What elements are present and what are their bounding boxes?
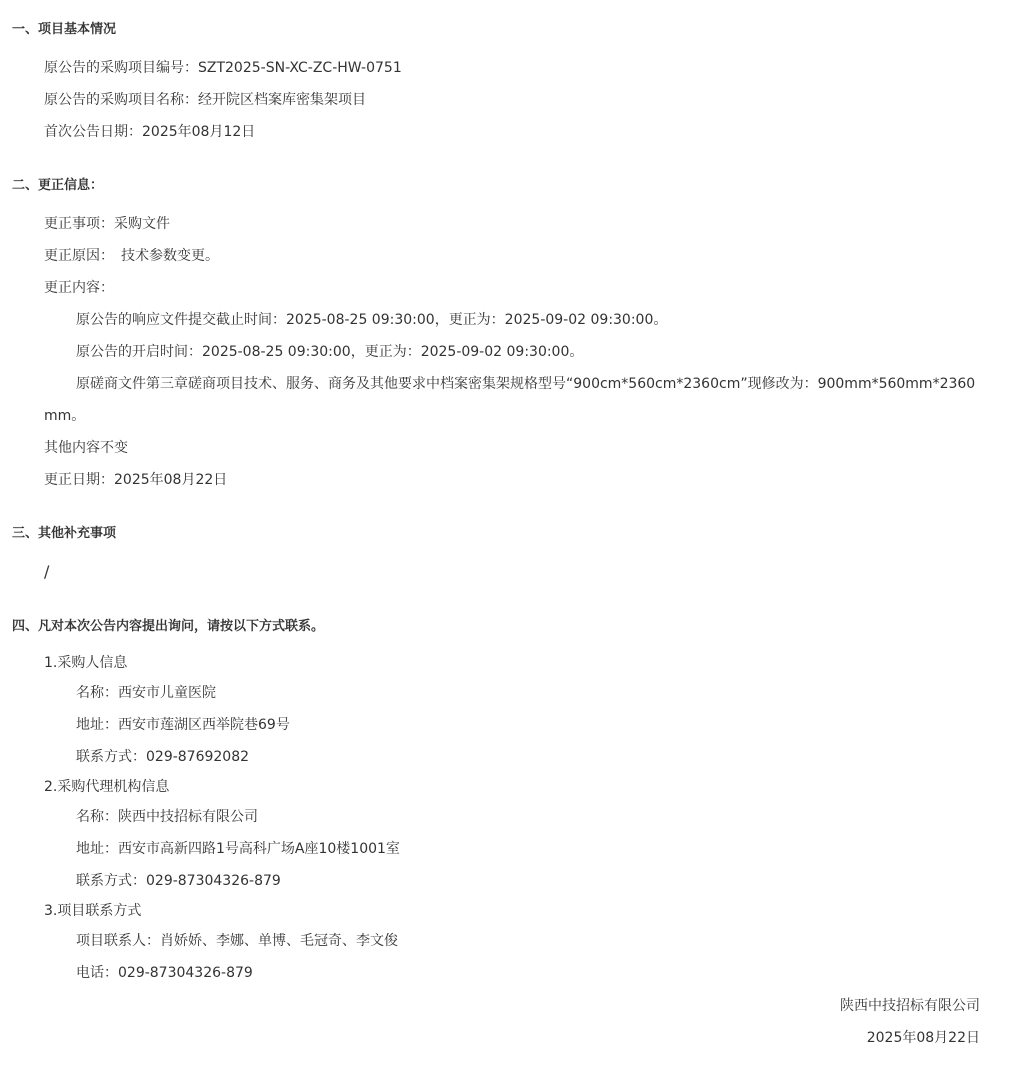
- original-project-number: 原公告的采购项目编号：SZT2025-SN-XC-ZC-HW-0751: [44, 60, 402, 76]
- agency-name: 名称：陕西中技招标有限公司: [76, 809, 258, 825]
- supplementary-content: /: [44, 562, 50, 581]
- section-1-title: 一、项目基本情况: [12, 22, 117, 37]
- project-contact-heading: 3.项目联系方式: [44, 903, 142, 919]
- section-4-title: 四、凡对本次公告内容提出询问，请按以下方式联系。: [12, 619, 325, 634]
- purchaser-contact: 联系方式：029-87692082: [76, 749, 250, 765]
- purchaser-heading: 1.采购人信息: [44, 655, 128, 671]
- project-contact-phone: 电话：029-87304326-879: [76, 965, 253, 981]
- original-project-name: 原公告的采购项目名称：经开院区档案库密集架项目: [44, 92, 366, 108]
- correction-content-deadline: 原公告的响应文件提交截止时间：2025-08-25 09:30:00，更正为：2025-09-02 09:30:00。: [76, 312, 668, 328]
- correction-item: 更正事项：采购文件: [44, 216, 170, 232]
- other-content-unchanged: 其他内容不变: [44, 440, 128, 456]
- signature-company: 陕西中技招标有限公司: [840, 998, 980, 1014]
- project-contact-persons: 项目联系人：肖娇娇、李娜、单博、毛冠奇、李文俊: [76, 933, 398, 949]
- correction-content-label: 更正内容：: [44, 280, 114, 296]
- first-announcement-date: 首次公告日期：2025年08月12日: [44, 124, 256, 140]
- correction-content-spec: 原磋商文件第三章磋商项目技术、服务、商务及其他要求中档案密集架规格型号“900cm*560cm*2360cm”现修改为：900mm*560mm*2360mm。: [44, 376, 976, 424]
- section-3-title: 三、其他补充事项: [12, 526, 117, 541]
- agency-address: 地址：西安市高新四路1号高科广场A座10楼1001室: [76, 841, 400, 857]
- agency-heading: 2.采购代理机构信息: [44, 779, 170, 795]
- correction-reason: 更正原因： 技术参数变更。: [44, 248, 219, 264]
- signature-date: 2025年08月22日: [866, 1030, 980, 1046]
- section-2-title: 二、更正信息：: [12, 178, 104, 193]
- agency-contact: 联系方式：029-87304326-879: [76, 873, 281, 889]
- correction-content-opening-time: 原公告的开启时间：2025-08-25 09:30:00，更正为：2025-09-02 09:30:00。: [76, 344, 584, 360]
- purchaser-name: 名称：西安市儿童医院: [76, 685, 216, 701]
- correction-date: 更正日期：2025年08月22日: [44, 472, 228, 488]
- purchaser-address: 地址：西安市莲湖区西举院巷69号: [76, 717, 290, 733]
